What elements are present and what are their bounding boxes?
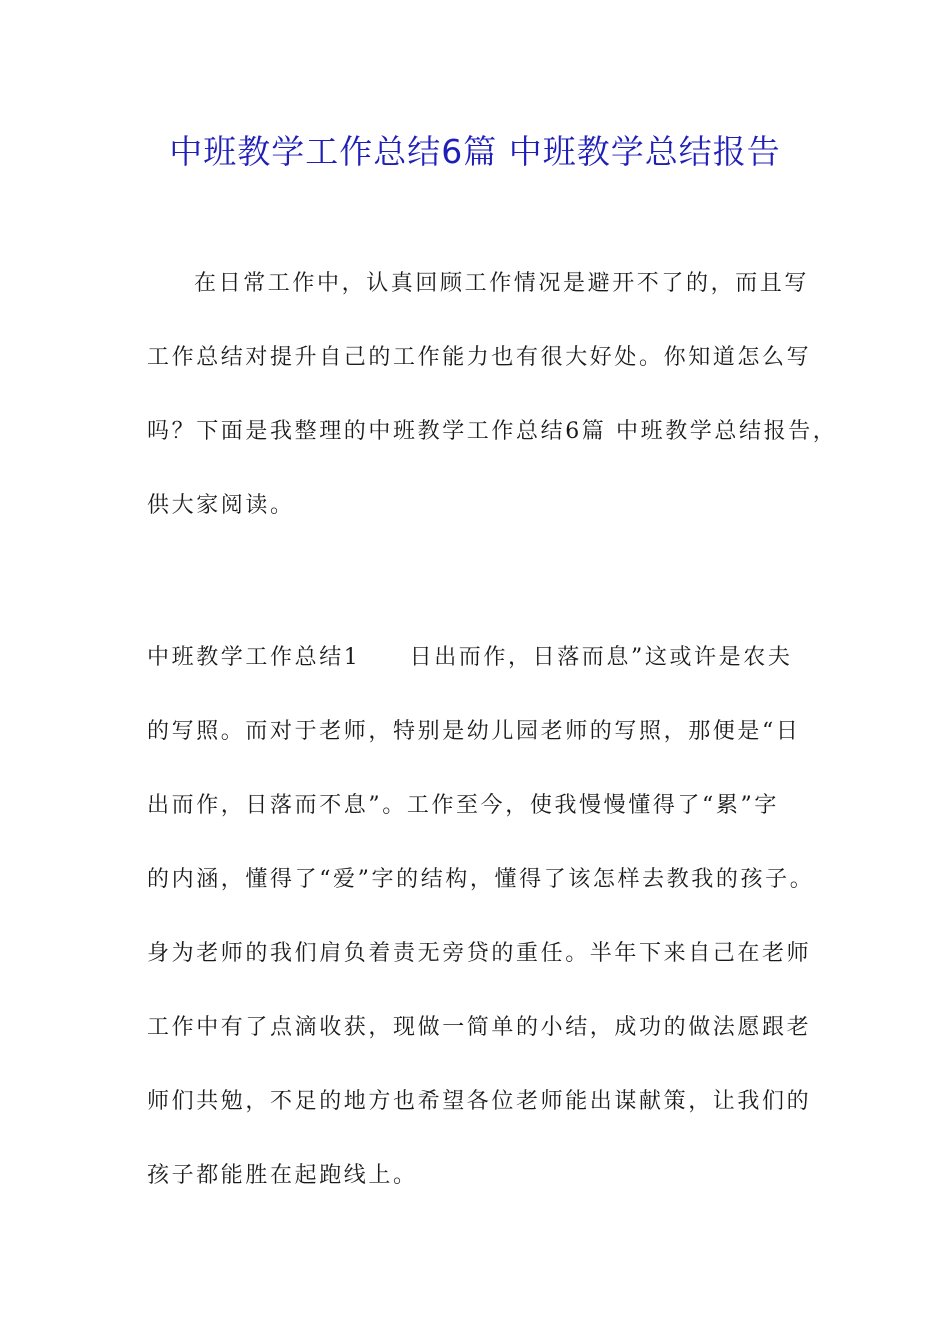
intro-line: 在日常工作中，认真回顾工作情况是避开不了的，而且写 [194,271,810,296]
section-1-line: 中班教学工作总结1 日出而作，日落而息”这或许是农夫 [147,645,793,670]
section-1-line: 的写照。而对于老师，特别是幼儿园老师的写照，那便是“日 [147,719,801,744]
section-1-line: 孩子都能胜在起跑线上。 [147,1163,418,1188]
section-1-line: 工作中有了点滴收获，现做一简单的小结，成功的做法愿跟老 [147,1015,812,1040]
section-1-line: 出而作，日落而不息”。工作至今，使我慢慢懂得了“累”字 [147,793,779,818]
document-title: 中班教学工作总结6篇 中班教学总结报告 [169,132,781,171]
section-1-line: 的内涵，懂得了“爱”字的结构，懂得了该怎样去教我的孩子。 [147,867,815,892]
intro-line: 供大家阅读。 [147,493,295,518]
intro-line: 吗？下面是我整理的中班教学工作总结6篇 中班教学总结报告， [147,419,838,444]
intro-line: 工作总结对提升自己的工作能力也有很大好处。你知道怎么写 [147,345,812,370]
section-1-line: 身为老师的我们肩负着责无旁贷的重任。半年下来自己在老师 [147,941,812,966]
section-1-line: 师们共勉，不足的地方也希望各位老师能出谋献策，让我们的 [147,1089,812,1114]
